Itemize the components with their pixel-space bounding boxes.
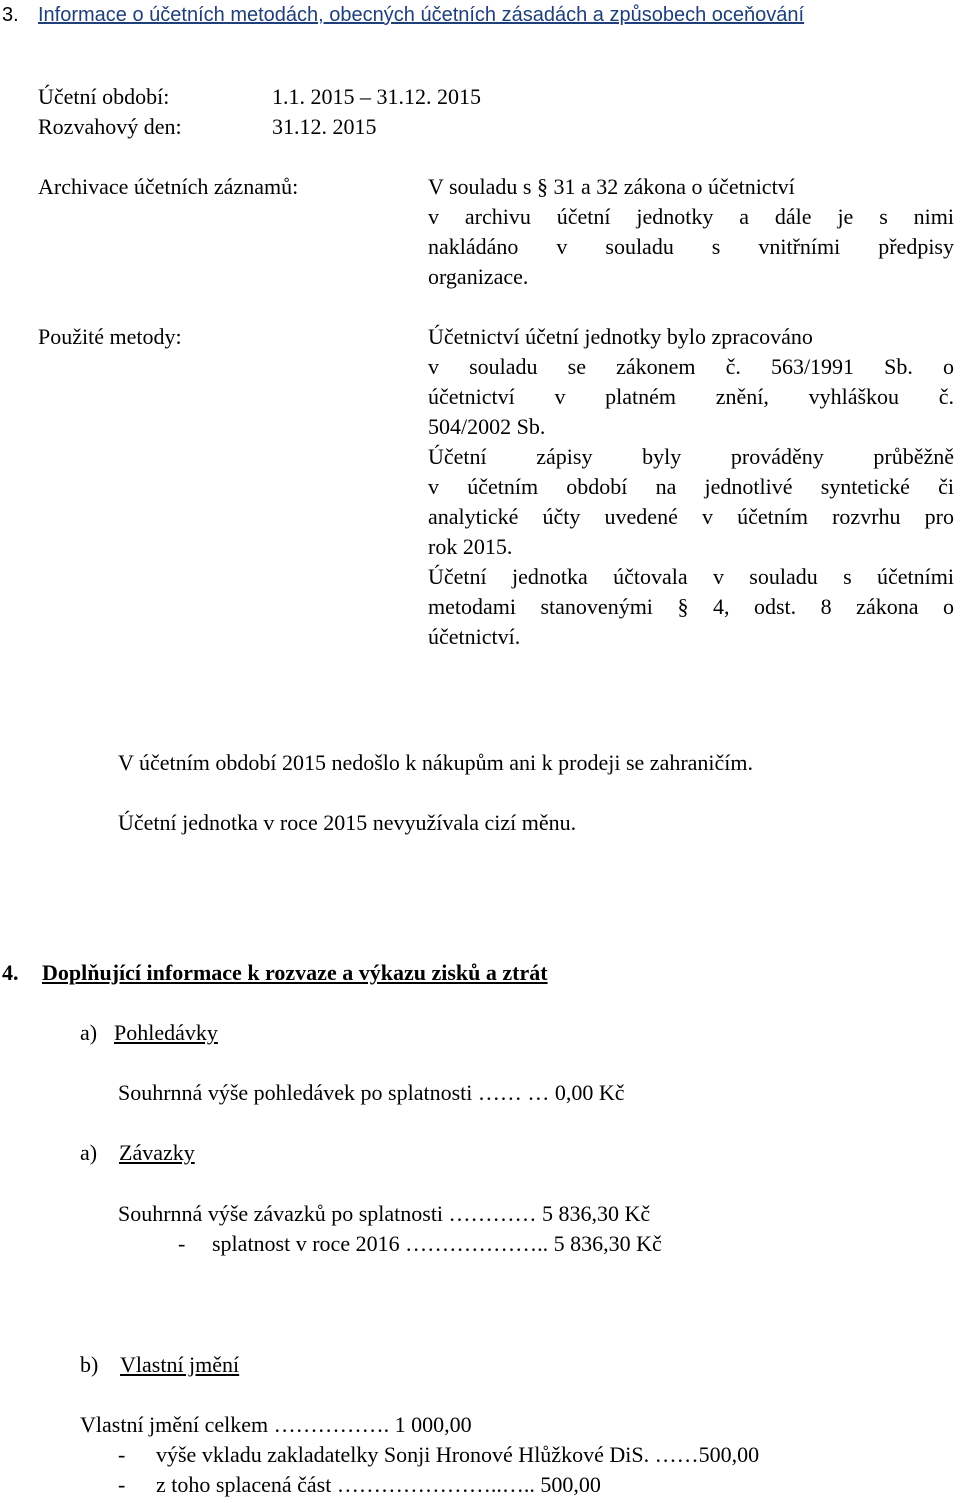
equity-item-text: výše vkladu zakladatelky Sonji Hronové Hlůžkové DiS. ……500,00 [156, 1442, 760, 1467]
period-label: Účetní období: [38, 84, 170, 109]
archiving-line: organizace. [428, 264, 529, 289]
liabilities-overdue-line: Souhrnná výše závazků po splatnosti ………… 5 836,30 Kč [118, 1201, 651, 1226]
section-3-number: 3. [2, 4, 19, 26]
equity-item-text: z toho splacená část …………………..….. 500,00 [156, 1472, 601, 1497]
liabilities-title: Závazky [119, 1140, 195, 1165]
balance-day-label: Rozvahový den: [38, 114, 182, 139]
section-4-number: 4. [2, 960, 19, 985]
methods-line: účetnictví. [428, 624, 521, 649]
section-3-title: Informace o účetních metodách, obecných účetních zásadách a způsobech oceňování [38, 4, 805, 26]
liabilities-sub-dash: - [178, 1231, 186, 1256]
archiving-line: V souladu s § 31 a 32 zákona o účetnictví [428, 174, 795, 199]
methods-line: metodami stanovenými § 4, odst. 8 zákona o [428, 594, 954, 619]
equity-item [118, 1470, 601, 1500]
section-3-heading [2, 2, 804, 28]
equity-item-dash: - [118, 1472, 126, 1497]
equity-item [118, 1440, 759, 1470]
equity-heading [80, 1350, 239, 1380]
section-4-heading [2, 958, 548, 988]
methods-line: 504/2002 Sb. [428, 414, 546, 439]
receivables-marker: a) [80, 1020, 98, 1045]
methods-line: účetnictví v platném znění, vyhláškou č. [428, 384, 954, 409]
receivables-overdue-line: Souhrnná výše pohledávek po splatnosti …… … 0,00 Kč [118, 1080, 625, 1105]
archiving-line: nakládáno v souladu s vnitřními předpisy [428, 234, 954, 259]
section-4-title: Doplňující informace k rozvaze a výkazu zisků a ztrát [42, 960, 548, 985]
methods-line: v účetním období na jednotlivé syntetické či [428, 474, 954, 499]
period-value: 1.1. 2015 – 31.12. 2015 [272, 84, 481, 109]
receivables-heading [80, 1018, 218, 1048]
archiving-label: Archivace účetních záznamů: [38, 174, 299, 199]
liabilities-marker: a) [80, 1140, 98, 1165]
equity-title: Vlastní jmění [120, 1352, 240, 1377]
liabilities-sub-item [178, 1229, 662, 1259]
methods-line: Účetní zápisy byly prováděny průběžně [428, 444, 954, 469]
equity-marker: b) [80, 1352, 99, 1377]
archiving-line: v archivu účetní jednotky a dále je s nimi [428, 204, 954, 229]
archiving-text [428, 172, 954, 292]
methods-label: Použité metody: [38, 324, 182, 349]
methods-line: rok 2015. [428, 534, 513, 559]
receivables-title: Pohledávky [114, 1020, 218, 1045]
methods-line: Účetnictví účetní jednotky bylo zpracováno [428, 324, 813, 349]
statement-foreign-trade: V účetním období 2015 nedošlo k nákupům ani k prodeji se zahraničím. [118, 750, 754, 775]
liabilities-heading [80, 1138, 195, 1168]
equity-total-line: Vlastní jmění celkem ……………. 1 000,00 [80, 1412, 472, 1437]
methods-line: v souladu se zákonem č. 563/1991 Sb. o [428, 354, 954, 379]
methods-line: Účetní jednotka účtovala v souladu s účetními [428, 564, 954, 589]
statement-foreign-currency: Účetní jednotka v roce 2015 nevyužívala cizí měnu. [118, 810, 577, 835]
methods-text [428, 322, 954, 652]
methods-line: analytické účty uvedené v účetním rozvrhu pro [428, 504, 954, 529]
balance-day-value: 31.12. 2015 [272, 114, 377, 139]
liabilities-sub-line: splatnost v roce 2016 ……………….. 5 836,30 Kč [212, 1231, 662, 1256]
equity-item-dash: - [118, 1442, 126, 1467]
